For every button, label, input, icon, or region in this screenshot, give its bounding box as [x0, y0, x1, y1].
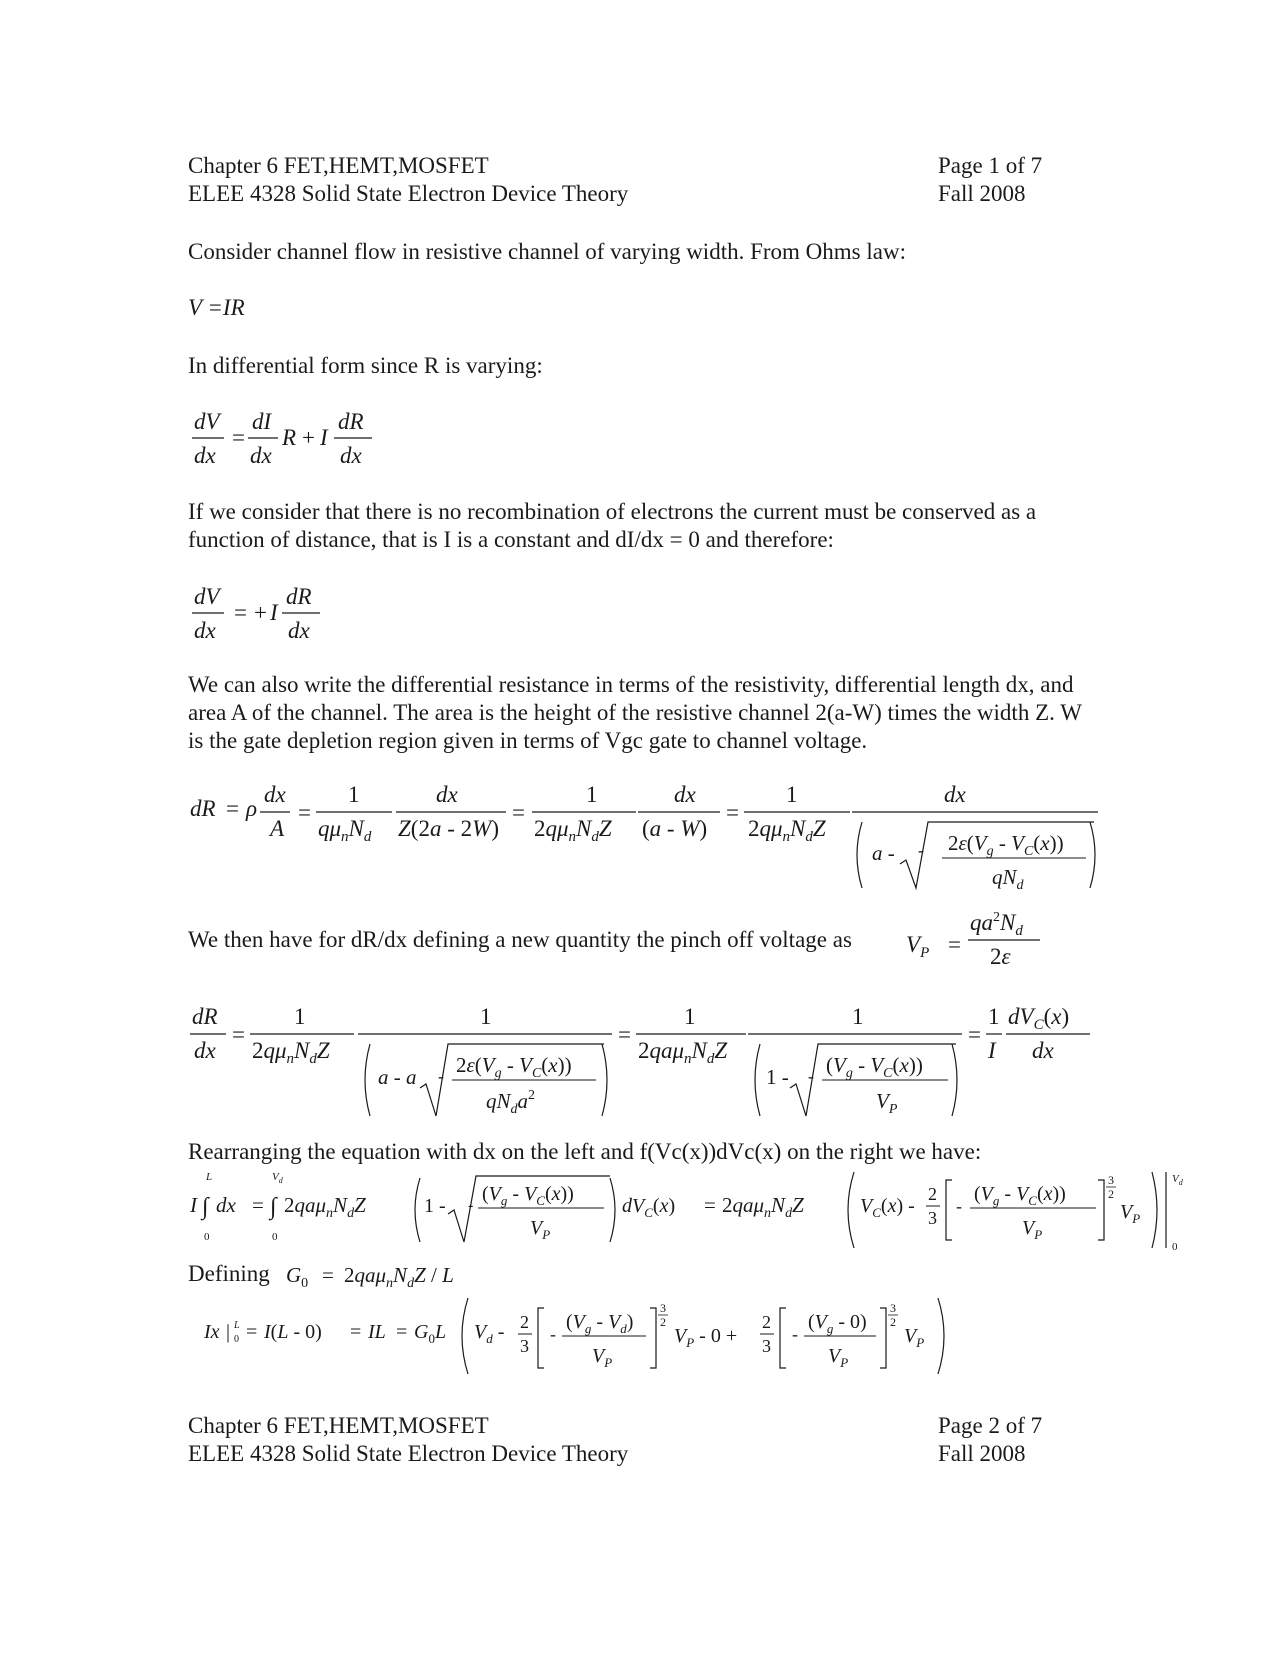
header-term: Fall 2008 [938, 181, 1026, 206]
svg-text:VC(x) -: $V_C(x)$ - [860, 1195, 915, 1220]
svg-text:VP: $V_P$ [1120, 1201, 1141, 1226]
svg-text:G0: $G_0$ [286, 1263, 309, 1291]
svg-text:VP: $V_P$ [904, 1325, 925, 1350]
svg-text:dx: dx [436, 782, 458, 807]
svg-text:1 -: 1 - [766, 1065, 789, 1089]
svg-text:(Vg - VC(x)): $(V_g - V_C(x))$ [826, 1053, 923, 1081]
svg-text:3: 3 [660, 1301, 666, 1315]
svg-text:dx: dx [1032, 1038, 1054, 1063]
svg-text:3: 3 [762, 1336, 771, 1356]
svg-text:2qaμnNdZ: $2qa\mu_nN_dZ$ [722, 1193, 804, 1221]
svg-text:2qaμnNdZ: $2qa\mu_nN_dZ$ [638, 1038, 728, 1067]
svg-text:dI: dI [252, 409, 272, 434]
svg-text:dx: dx [194, 1038, 216, 1063]
svg-text:-: - [468, 1197, 474, 1214]
svg-text:1: 1 [294, 1004, 306, 1029]
svg-text:|: | [226, 1321, 231, 1343]
svg-text:dx: dx [250, 443, 272, 468]
equation-g0-definition [282, 1254, 522, 1294]
svg-text:2qaμnNdZ / L: $2qa\mu_nN_dZ$ / L [344, 1263, 454, 1291]
svg-text:1: 1 [852, 1004, 864, 1029]
svg-text:+: + [254, 600, 267, 625]
paragraph-defining: Defining [188, 1261, 270, 1286]
svg-text:dR: dR [190, 796, 216, 821]
svg-text:(Vg - VC(x)): $(V_g - V_C(x))$ [482, 1183, 574, 1208]
svg-text:2ε(Vg - VC(x)): $2\varepsilon(V_g - V_C(x))$ [948, 831, 1064, 859]
svg-text:3: 3 [1108, 1173, 1114, 1187]
svg-text:=: = [512, 800, 525, 825]
svg-text:∫: ∫ [202, 1194, 209, 1220]
svg-text:I: I [320, 425, 328, 450]
svg-text:dx: dx [216, 1193, 236, 1217]
svg-text:2: 2 [660, 1315, 666, 1329]
svg-text:3: 3 [520, 1336, 529, 1356]
svg-text:2qaμnNdZ: $2qa\mu_nN_dZ$ [284, 1193, 366, 1221]
equation-differential-ohm [186, 405, 386, 475]
svg-text:2: 2 [890, 1315, 896, 1329]
svg-text:2: 2 [928, 1184, 937, 1204]
svg-text:=: = [948, 932, 961, 957]
svg-text:dVC(x): $dV_C(x)$ [622, 1195, 676, 1220]
svg-text:I(L - 0): I(L - 0) [264, 1321, 322, 1343]
header-term-page2: Fall 2008 [938, 1441, 1026, 1466]
svg-text:=: = [246, 1321, 258, 1343]
svg-text:dV: dV [194, 409, 220, 434]
equation-pinch-off-voltage [900, 900, 1060, 970]
svg-text:a -: a - [872, 841, 895, 865]
svg-text:0: 0 [234, 1334, 239, 1345]
svg-text:-: - [438, 1066, 444, 1086]
svg-text:dR: dR [286, 584, 312, 609]
svg-text:L: L [206, 1171, 213, 1183]
header-page: Page 1 of 7 [938, 153, 1043, 178]
svg-text:G0L: $G_0L$ [414, 1321, 447, 1346]
svg-text:(Vg - VC(x)): $(V_g - V_C(x))$ [974, 1183, 1066, 1208]
svg-text:=: = [232, 425, 245, 450]
paragraph-pinch-off: We then have for dR/dx defining a new quantity the pinch off voltage as [188, 927, 852, 952]
header-chapter: Chapter 6 FET,HEMT,MOSFET [188, 153, 489, 178]
svg-text:-: - [550, 1324, 556, 1344]
svg-text:Vd -: $V_d$ - [474, 1321, 505, 1346]
svg-text:2ε: 2ε [990, 944, 1011, 969]
svg-text:VP: $V_P$ [1022, 1217, 1043, 1242]
svg-text:∫: ∫ [270, 1194, 277, 1220]
equation-current [200, 1290, 960, 1380]
paragraph-current-conserved: If we consider that there is no recombination of electrons the current must be conserved as a function of distance, that is I is a constant and dI/dx = 0 and therefore: [188, 499, 1037, 552]
svg-text:dVC(x): $dV_C(x)$ [1008, 1004, 1070, 1033]
header-course: ELEE 4328 Solid State Electron Device Theory [188, 181, 629, 206]
svg-text:=: = [298, 800, 311, 825]
svg-text:2qμnNdZ: $2q\mu_nN_dZ$ [534, 816, 612, 845]
svg-text:(a - W): (a - W) [642, 816, 708, 841]
svg-text:Z(2a - 2W): Z(2a - 2W) [398, 816, 499, 841]
paragraph-rearranging: Rearranging the equation with dx on the left and f(Vc(x))dVc(x) on the right we have: [188, 1139, 982, 1164]
svg-text:1 -: 1 - [424, 1195, 446, 1217]
svg-text:2: 2 [520, 1312, 529, 1332]
svg-text:dx: dx [944, 782, 966, 807]
svg-text:VP: $V_P$ [530, 1217, 551, 1242]
svg-text:3: 3 [928, 1208, 937, 1228]
svg-text:3: 3 [890, 1301, 896, 1315]
svg-text:dR: dR [338, 409, 364, 434]
header-page-page2: Page 2 of 7 [938, 1413, 1043, 1438]
svg-text:=: = [968, 1022, 981, 1047]
svg-text:VP: $V_P$ [876, 1089, 898, 1117]
svg-text:-: - [918, 840, 924, 860]
svg-text:Vd: $V_d$ [272, 1171, 283, 1185]
svg-text:qμnNd: $q\mu_nN_d$ [318, 816, 372, 845]
svg-text:=: = [232, 1022, 245, 1047]
svg-text:0: 0 [204, 1231, 210, 1243]
svg-text:Vd: $V_d$ [1172, 1173, 1183, 1187]
svg-text:qNda2: $qN_da^2$ [486, 1088, 536, 1117]
equation-dv-dx [186, 580, 346, 650]
svg-text:1: 1 [480, 1004, 492, 1029]
svg-text:=: = [322, 1263, 334, 1287]
header-chapter-page2: Chapter 6 FET,HEMT,MOSFET [188, 1413, 489, 1438]
svg-text:I: I [988, 1038, 996, 1063]
svg-text:1: 1 [586, 782, 598, 807]
svg-text:0: 0 [272, 1231, 278, 1243]
svg-text:-: - [792, 1324, 798, 1344]
svg-text:I: I [270, 600, 278, 625]
svg-text:0: 0 [1172, 1241, 1178, 1253]
svg-text:A: A [270, 816, 285, 841]
paragraph-ohms-law: Consider channel flow in resistive channel of varying width. From Ohms law: [188, 239, 906, 264]
svg-text:1: 1 [988, 1004, 1000, 1029]
svg-text:=: = [350, 1321, 362, 1343]
svg-text:dR: dR [192, 1004, 218, 1029]
svg-text:VP - 0 +: $V_P - 0$ + [674, 1325, 738, 1350]
svg-text:+: + [302, 425, 315, 450]
svg-text:VP: $V_P$ [828, 1345, 849, 1370]
svg-text:-: - [956, 1196, 962, 1216]
svg-text:VP: $V_P$ [906, 932, 930, 961]
svg-text:1: 1 [348, 782, 360, 807]
svg-text:-: - [808, 1066, 814, 1086]
svg-text:ρ: ρ [246, 796, 258, 821]
svg-text:VP: $V_P$ [592, 1345, 613, 1370]
svg-text:Ix: Ix [204, 1321, 220, 1343]
equation-ohms-law: V =IR [188, 295, 245, 320]
svg-text:dx: dx [194, 443, 216, 468]
header-course-page2: ELEE 4328 Solid State Electron Device Theory [188, 1441, 629, 1466]
svg-text:=: = [226, 796, 239, 821]
equation-dR [186, 780, 1106, 900]
svg-text:=: = [704, 1193, 716, 1217]
svg-text:I: I [190, 1193, 197, 1217]
svg-text:=: = [618, 1022, 631, 1047]
svg-text:(Vg - Vd): $(V_g - V_d)$ [566, 1311, 634, 1336]
svg-text:qa2Nd: $qa^2N_d$ [970, 910, 1023, 939]
svg-text:dV: dV [194, 584, 220, 609]
svg-text:dx: dx [674, 782, 696, 807]
paragraph-differential-form: In differential form since R is varying: [188, 353, 543, 378]
svg-text:dx: dx [264, 782, 286, 807]
svg-text:2qμnNdZ: $2q\mu_nN_dZ$ [252, 1038, 330, 1067]
svg-text:(Vg - 0): $(V_g - 0)$ [808, 1311, 867, 1336]
svg-text:2ε(Vg - VC(x)): $2\varepsilon(V_g - V_C(x))$ [456, 1053, 572, 1081]
svg-text:1: 1 [786, 782, 798, 807]
svg-text:a - a: a - a [378, 1065, 417, 1089]
svg-text:1: 1 [684, 1004, 696, 1029]
svg-text:2qμnNdZ: $2q\mu_nN_dZ$ [748, 816, 826, 845]
paragraph-differential-resistance: We can also write the differential resistance in terms of the resistivity, differential length dx, and area A of the channel. The area is the height of the resistive channel 2(a-W) times the width Z. W is the gate depletion region given in terms of Vgc gate to channel voltage. [188, 672, 1082, 753]
svg-text:IL: IL [368, 1321, 386, 1343]
svg-text:2: 2 [1108, 1187, 1114, 1201]
svg-text:dx: dx [194, 618, 216, 643]
svg-text:=: = [234, 600, 247, 625]
equation-integral [186, 1164, 1196, 1254]
svg-text:=: = [252, 1193, 264, 1217]
svg-text:=: = [726, 800, 739, 825]
svg-text:2: 2 [762, 1312, 771, 1332]
svg-text:L: L [234, 1320, 240, 1331]
svg-text:qNd: $qN_d$ [992, 865, 1024, 893]
svg-text:R: R [282, 425, 297, 450]
equation-dR-dx [186, 1002, 1106, 1132]
svg-text:dx: dx [288, 618, 310, 643]
svg-text:=: = [396, 1321, 408, 1343]
svg-text:dx: dx [340, 443, 362, 468]
